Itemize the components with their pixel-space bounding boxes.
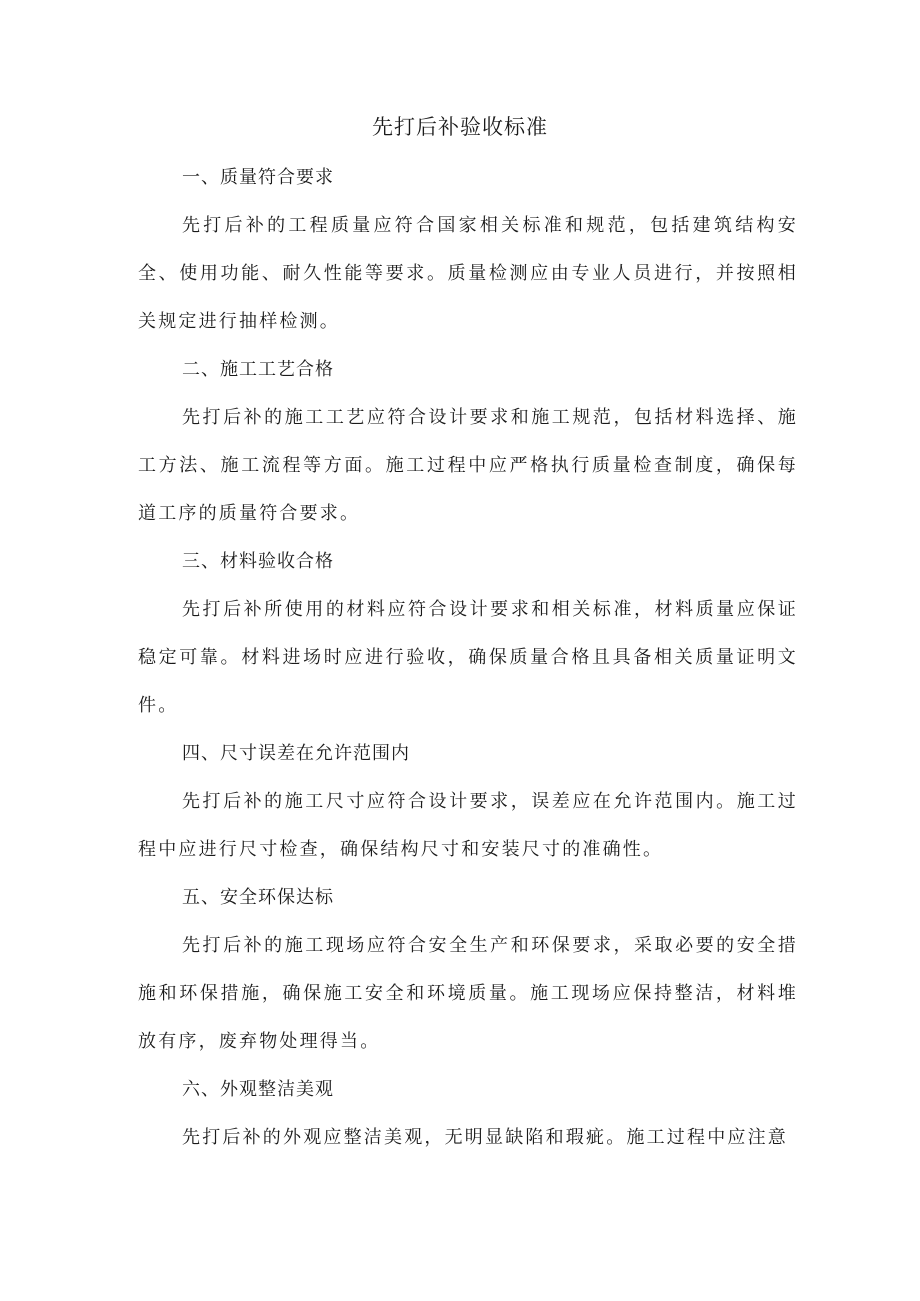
section-dimensions <box>138 730 798 874</box>
document-body <box>138 154 798 1162</box>
section-quality <box>138 154 798 346</box>
section-heading: 一、质量符合要求 <box>182 167 334 188</box>
section-safety <box>138 874 798 1066</box>
section-paragraph: 先打后补的施工工艺应符合设计要求和施工规范，包括材料选择、施工方法、施工流程等方面。施工过程中应严格执行质量检查制度，确保每道工序的质量符合要求。 <box>138 407 798 524</box>
section-heading: 六、外观整洁美观 <box>182 1079 334 1100</box>
section-paragraph: 先打后补所使用的材料应符合设计要求和相关标准，材料质量应保证稳定可靠。材料进场时应进行验收，确保质量合格且具备相关质量证明文件。 <box>138 599 798 716</box>
section-paragraph: 先打后补的外观应整洁美观，无明显缺陷和瑕疵。施工过程中应注意 <box>182 1127 788 1148</box>
section-paragraph: 先打后补的工程质量应符合国家相关标准和规范，包括建筑结构安全、使用功能、耐久性能等要求。质量检测应由专业人员进行，并按照相关规定进行抽样检测。 <box>138 215 798 332</box>
document-title: 先打后补验收标准 <box>372 115 548 139</box>
section-workmanship <box>138 346 798 538</box>
section-materials <box>138 538 798 730</box>
section-appearance <box>138 1066 798 1162</box>
section-paragraph: 先打后补的施工尺寸应符合设计要求，误差应在允许范围内。施工过程中应进行尺寸检查，确保结构尺寸和安装尺寸的准确性。 <box>138 791 798 860</box>
section-heading: 五、安全环保达标 <box>182 887 334 908</box>
section-heading: 二、施工工艺合格 <box>182 359 334 380</box>
section-heading: 三、材料验收合格 <box>182 551 334 572</box>
section-heading: 四、尺寸误差在允许范围内 <box>182 743 410 764</box>
section-paragraph: 先打后补的施工现场应符合安全生产和环保要求，采取必要的安全措施和环保措施，确保施工安全和环境质量。施工现场应保持整洁，材料堆放有序，废弃物处理得当。 <box>138 935 798 1052</box>
